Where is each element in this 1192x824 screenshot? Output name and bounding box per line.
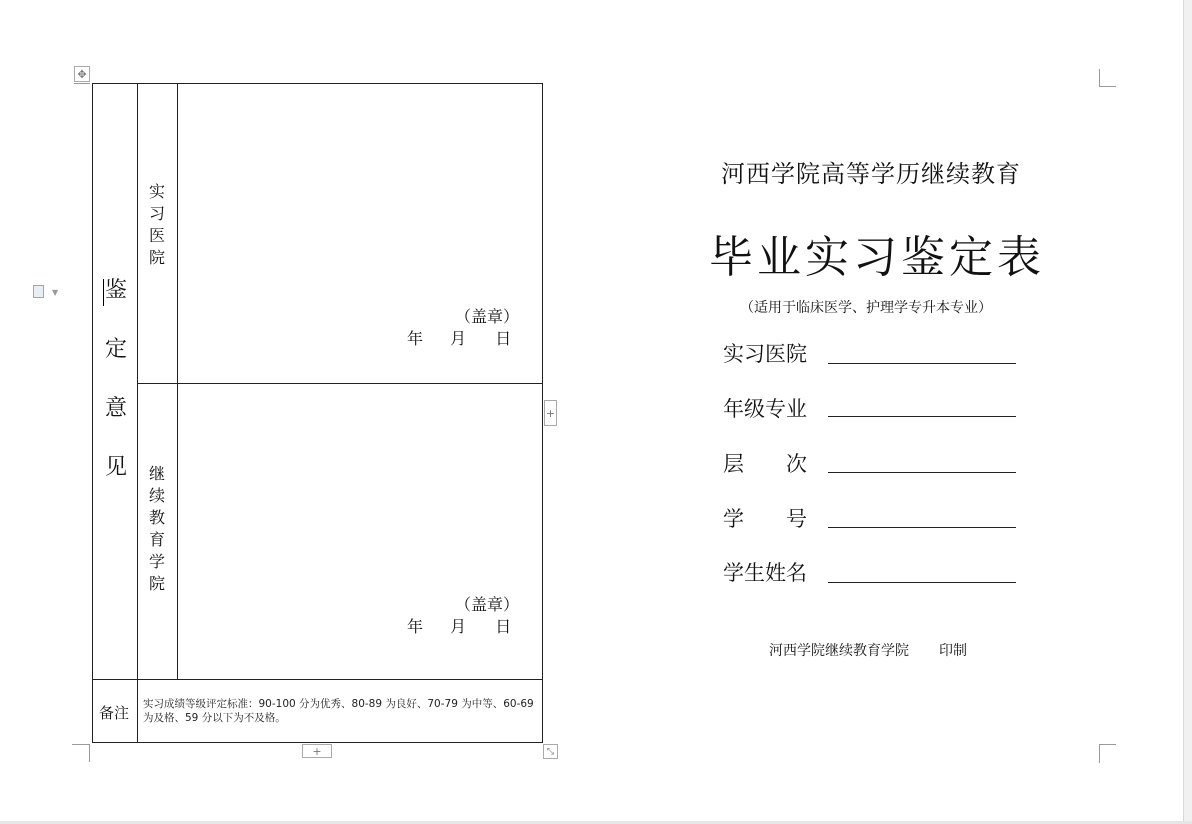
appraisal-char-2: 定	[105, 337, 128, 362]
school-char-2: 续	[149, 486, 166, 505]
remarks-text	[143, 697, 539, 725]
school-char-1: 继	[149, 464, 166, 483]
crop-mark-bottom-left	[89, 744, 90, 762]
field-line-student-id[interactable]	[828, 527, 1016, 528]
appraisal-char-4: 见	[105, 455, 128, 480]
hospital-char-3: 医	[149, 226, 166, 245]
appraisal-char-1: 鉴	[105, 278, 128, 303]
printed-by	[769, 640, 967, 660]
form-title: 毕业实习鉴定表	[709, 232, 1045, 283]
field-label-grade-major: 年级专业	[723, 397, 807, 421]
plus-icon: +	[545, 406, 556, 420]
field-line-level[interactable]	[828, 472, 1016, 473]
school-stamp: （盖章）	[455, 595, 520, 614]
resize-diagonal-icon: ⤡	[546, 746, 555, 757]
field-line-student-name[interactable]	[828, 582, 1016, 583]
field-line-grade-major[interactable]	[828, 416, 1016, 417]
table-divider-col1	[137, 84, 138, 680]
printed-label: 印制	[939, 643, 967, 659]
school-date	[407, 614, 511, 637]
appraisal-table	[92, 83, 543, 743]
hospital-stamp: （盖章）	[455, 307, 520, 326]
table-divider-row1	[137, 383, 543, 384]
crop-mark-bottom-right	[1099, 744, 1116, 763]
printer-name: 河西学院继续教育学院	[769, 643, 909, 659]
date-day: 日	[495, 329, 512, 348]
school-label	[149, 466, 165, 598]
remarks-label: 备注	[99, 704, 130, 722]
crop-mark-top-left	[74, 83, 90, 84]
table-divider-remarks	[137, 680, 138, 743]
move-arrows-icon: ✥	[77, 67, 87, 81]
crop-mark-top-right	[1099, 69, 1116, 87]
chevron-down-icon[interactable]: ▼	[52, 288, 59, 297]
field-label-hospital: 实习医院	[723, 342, 807, 366]
appraisal-char-3: 意	[105, 396, 128, 421]
document-icon[interactable]	[33, 285, 44, 298]
window-right-edge	[1183, 0, 1192, 824]
hospital-char-2: 习	[149, 204, 166, 223]
remarks-line-1: 实习成绩等级评定标准：90-100 分为优秀、80-89 为良好、70-79 为中等、60-69	[143, 698, 534, 710]
date-year: 年	[407, 329, 424, 348]
add-row-button[interactable]	[302, 744, 332, 758]
add-column-button[interactable]	[544, 400, 557, 426]
remarks-line-2: 为及格、59 分以下为不及格。	[143, 712, 286, 724]
college-title: 河西学院高等学历继续教育	[721, 160, 1021, 188]
hospital-date	[407, 326, 511, 349]
applicability-note: （适用于临床医学、护理学专升本专业）	[740, 300, 992, 316]
date-month: 月	[450, 329, 467, 348]
hospital-char-4: 院	[149, 248, 166, 267]
field-label-student-name: 学生姓名	[723, 561, 807, 585]
appraisal-opinion-label	[105, 280, 127, 516]
field-line-hospital[interactable]	[828, 363, 1016, 364]
hospital-label	[149, 184, 165, 272]
table-move-handle[interactable]	[74, 66, 90, 82]
field-label-level: 层 次	[723, 452, 807, 476]
school-char-5: 学	[149, 552, 166, 571]
school-char-4: 育	[149, 530, 166, 549]
date-day: 日	[495, 617, 512, 636]
table-divider-col2	[177, 84, 178, 680]
school-char-3: 教	[149, 508, 166, 527]
table-divider-row2	[93, 679, 543, 680]
crop-mark-bottom-left-h	[72, 744, 89, 745]
hospital-char-1: 实	[149, 182, 166, 201]
date-year: 年	[407, 617, 424, 636]
plus-icon: +	[312, 744, 322, 758]
table-resize-handle[interactable]	[543, 744, 558, 759]
school-char-6: 院	[149, 574, 166, 593]
date-month: 月	[450, 617, 467, 636]
field-label-student-id: 学 号	[723, 507, 807, 531]
